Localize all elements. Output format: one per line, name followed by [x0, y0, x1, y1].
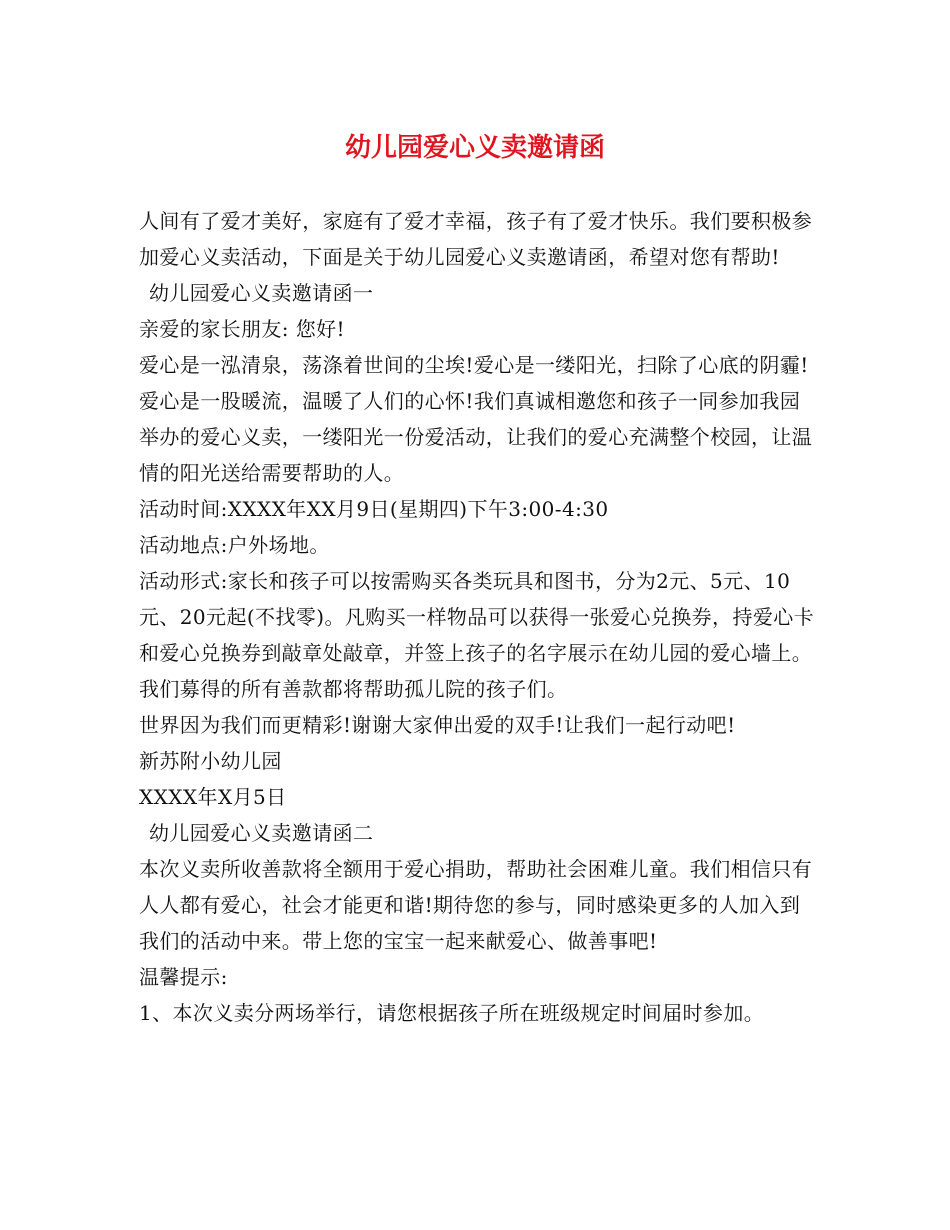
document-body: [139, 203, 819, 1031]
body-paragraph-charity: 本次义卖所收善款将全额用于爱心捐助，帮助社会困难儿童。我们相信只有人人都有爱心，社会才能更和谐!期待您的参与，同时感染更多的人加入到我们的活动中来。带上您的宝宝一起来献爱心、做善事吧!: [139, 857, 813, 953]
reminder-heading: 温馨提示:: [139, 965, 228, 989]
signature-date: XXXX年X月5日: [139, 785, 287, 809]
reminder-item-1: 1、本次义卖分两场举行，请您根据孩子所在班级规定时间届时参加。: [139, 1001, 765, 1025]
section-heading-one: 幼儿园爱心义卖邀请函一: [149, 281, 374, 305]
salutation: 亲爱的家长朋友: 您好!: [139, 317, 345, 341]
signature-school: 新苏附小幼儿园: [139, 749, 282, 773]
closing-line: 世界因为我们而更精彩!谢谢大家伸出爱的双手!让我们一起行动吧!: [139, 713, 736, 737]
donation-note: 我们募得的所有善款都将帮助孤儿院的孩子们。: [139, 677, 568, 701]
event-format: 活动形式:家长和孩子可以按需购买各类玩具和图书，分为2元、5元、10元、20元起(不找零)。凡购买一样物品可以获得一张爱心兑换券，持爱心卡和爱心兑换券到敲章处敲章，并签上孩子的名字展示在幼儿园的爱心墙上。: [139, 569, 815, 665]
document-title: 幼儿园爱心义卖邀请函: [344, 133, 605, 163]
event-time: 活动时间:XXXX年XX月9日(星期四)下午3:00-4:30: [139, 497, 609, 521]
event-location: 活动地点:户外场地。: [139, 533, 330, 557]
intro-paragraph: 人间有了爱才美好，家庭有了爱才幸福，孩子有了爱才快乐。我们要积极参加爱心义卖活动，下面是关于幼儿园爱心义卖邀请函，希望对您有帮助!: [139, 209, 813, 269]
section-heading-two: 幼儿园爱心义卖邀请函二: [149, 821, 374, 845]
body-paragraph-love: 爱心是一泓清泉，荡涤着世间的尘埃!爱心是一缕阳光，扫除了心底的阴霾!爱心是一股暖流，温暖了人们的心怀!我们真诚相邀您和孩子一同参加我园举办的爱心义卖，一缕阳光一份爱活动，让我们的爱心充满整个校园，让温情的阳光送给需要帮助的人。: [139, 353, 813, 485]
